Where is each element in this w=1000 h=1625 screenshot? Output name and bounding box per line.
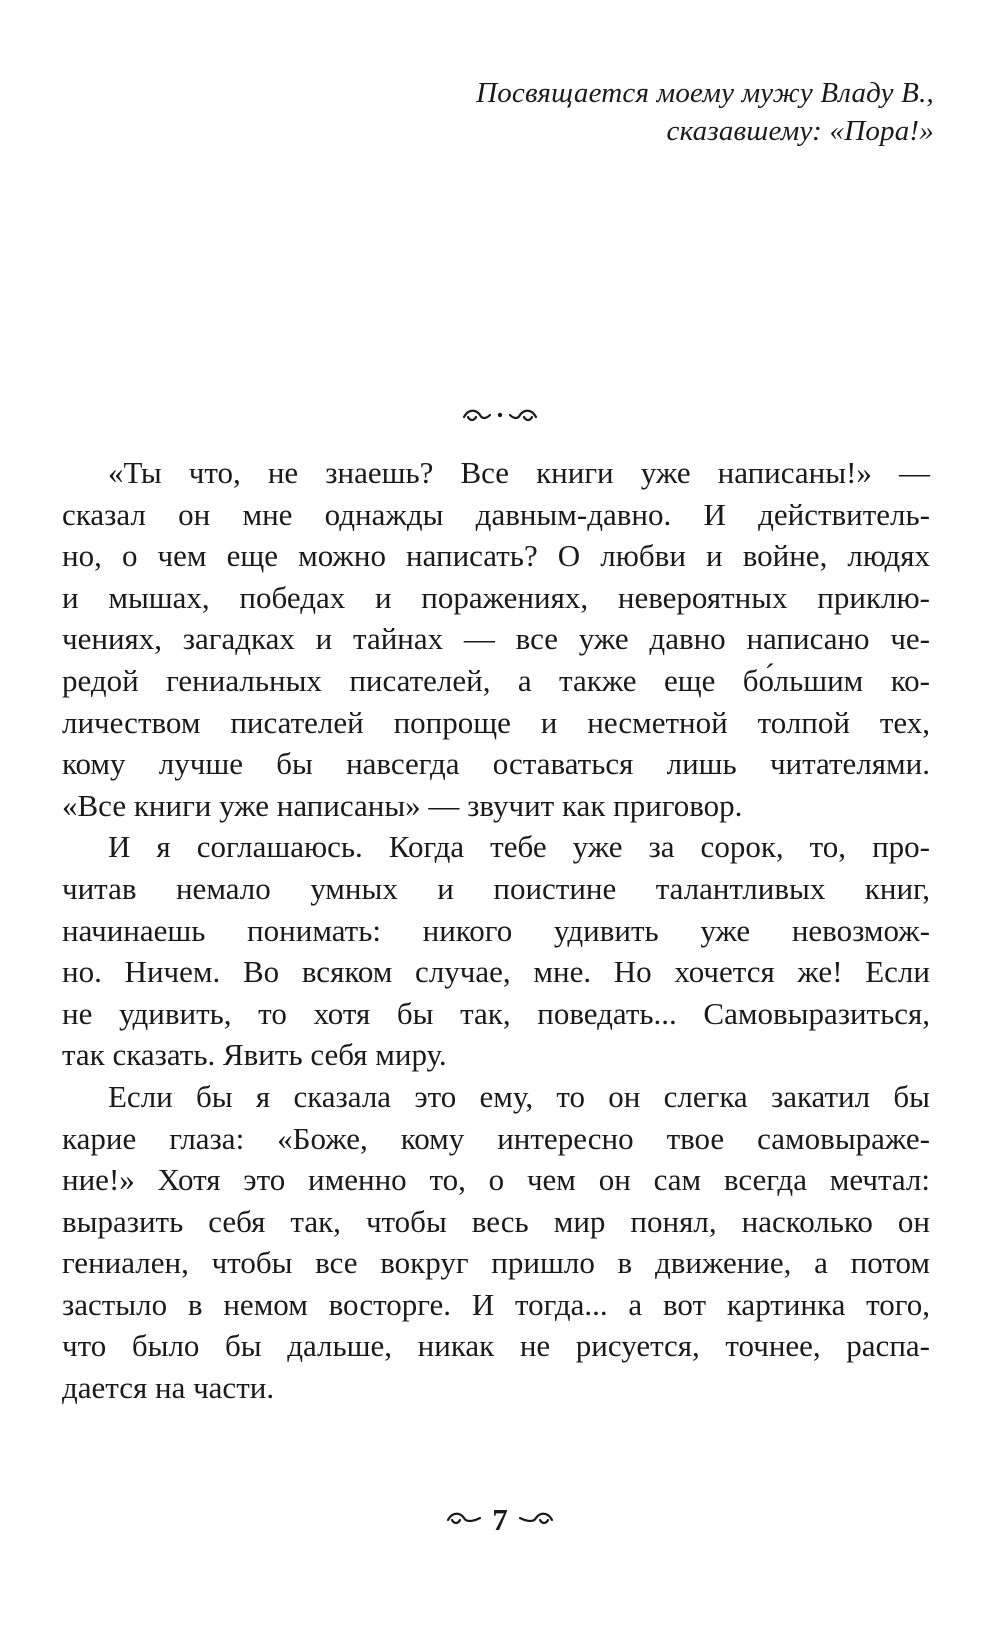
fleuron-left-icon — [446, 1508, 486, 1533]
body-line: но, о чем еще можно написать? О любви и войне, людях — [62, 538, 930, 574]
dedication — [476, 74, 934, 150]
body-line: ние!» Хотя это именно то, о чем он сам всегда мечтал: — [62, 1162, 930, 1198]
body-line: застыло в немом восторге. И тогда... а вот картинка того, — [62, 1286, 930, 1322]
body-line: но. Ничем. Во всяком случае, мне. Но хочется же! Если — [62, 954, 930, 990]
body-line: так сказать. Явить себя миру. — [62, 1037, 447, 1073]
body-line: сказал он мне однажды давным-давно. И действитель- — [62, 496, 930, 532]
body-line: личеством писателей попроще и несметной толпой тех, — [62, 704, 930, 740]
body-line: гениален, чтобы все вокруг пришло в движение, а потом — [62, 1245, 930, 1281]
fleuron-ornament-icon — [460, 403, 540, 432]
body-line: «Ты что, не знаешь? Все книги уже написаны!» — — [108, 455, 930, 490]
section-divider — [0, 404, 1000, 430]
body-line: «Все книги уже написаны» — звучит как приговор. — [62, 787, 743, 823]
body-line: кому лучше бы навсегда оставаться лишь читателями. — [62, 746, 930, 782]
body-line: не удивить, то хотя бы так, поведать... Самовыразиться, — [62, 995, 930, 1031]
body-line: карие глаза: «Боже, кому интересно твое самовыраже- — [62, 1120, 930, 1156]
body-line: выразить себя так, чтобы весь мир понял, насколько он — [62, 1203, 930, 1239]
body-line: что было бы дальше, никак не рисуется, точнее, распа- — [62, 1328, 930, 1364]
body-line: читав немало умных и поистине талантливых книг, — [62, 870, 930, 906]
body-line: редой гениальных писателей, а также еще бо́льшим ко- — [62, 662, 930, 698]
dedication-line: Посвящается моему мужу Владу В., — [476, 77, 934, 109]
body-line: Если бы я сказала это ему, то он слегка закатил бы — [108, 1078, 930, 1114]
body-text — [62, 452, 930, 1409]
dedication-line: сказавшему: «Пора!» — [666, 115, 934, 147]
body-line: и мышах, победах и поражениях, невероятных приклю- — [62, 579, 930, 615]
body-line: чениях, загадках и тайнах — все уже давно написано че- — [62, 621, 930, 657]
body-line: И я соглашаюсь. Когда тебе уже за сорок, то, про- — [108, 829, 930, 865]
page-number: 7 — [492, 1502, 508, 1537]
page-footer — [0, 1500, 1000, 1540]
fleuron-right-icon — [514, 1508, 554, 1533]
body-line: начинаешь понимать: никого удивить уже невозмож- — [62, 912, 930, 948]
body-line: дается на части. — [62, 1370, 275, 1406]
